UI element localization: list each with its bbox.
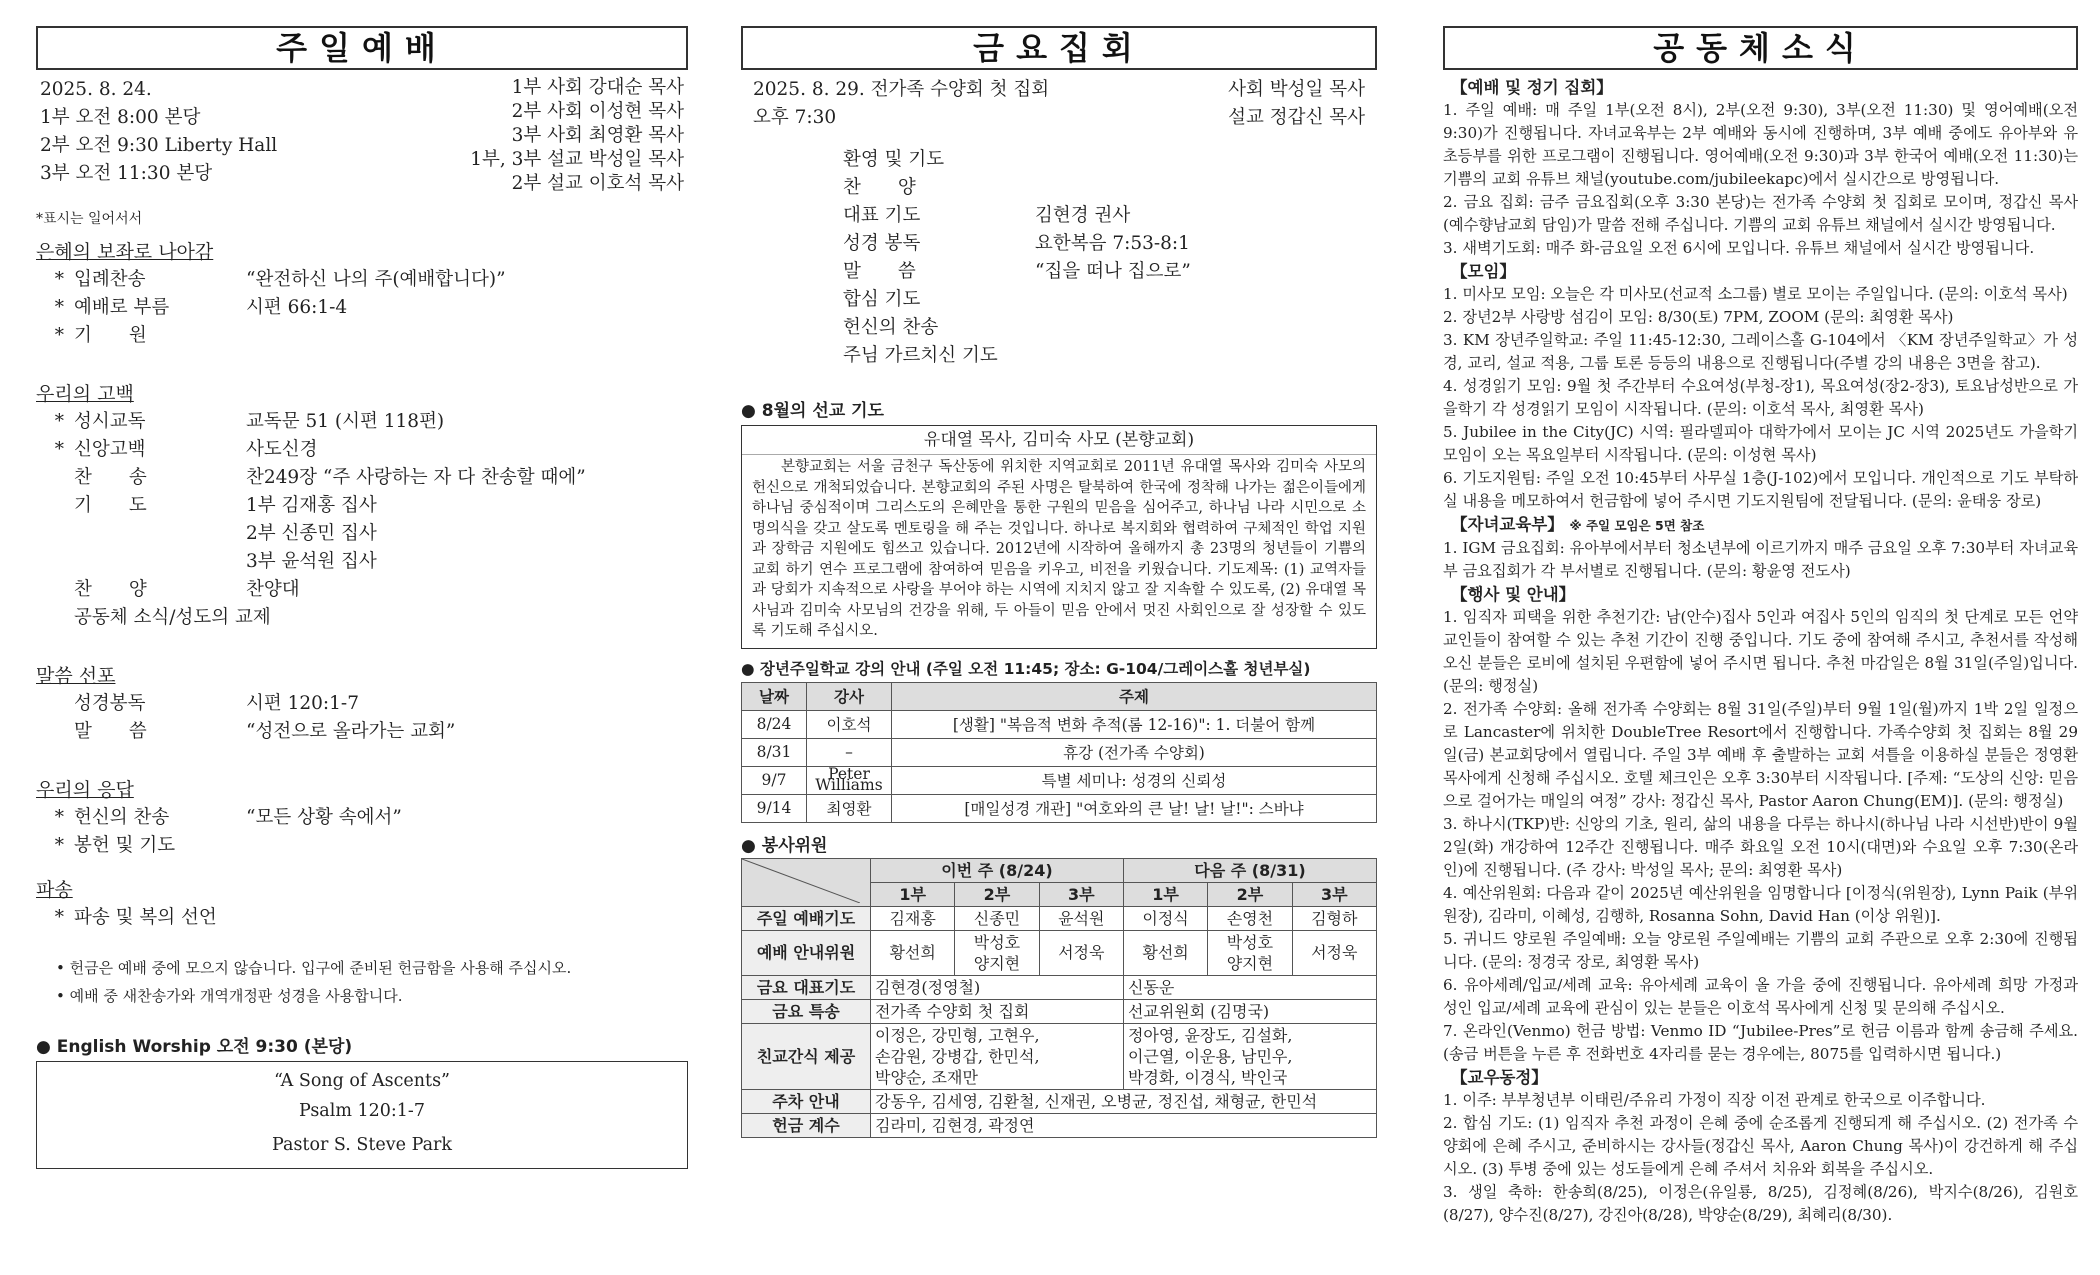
order-item: * 예배로 부름 시편 66:1-4: [54, 297, 348, 318]
mission-prayer-title: 유대열 목사, 김미숙 사모 (본향교회): [742, 428, 1376, 455]
standing-note: *표시는 일어서서: [36, 211, 143, 227]
english-worship-box: [36, 1061, 688, 1169]
table-row: 금요 대표기도 김현경(정영철) 신동운: [742, 975, 1377, 999]
english-scripture: Psalm 120:1-7: [299, 1101, 425, 1121]
order-item: * 성시교독 교독문 51 (시편 118편): [54, 411, 445, 432]
news-heading-meetings: 【모임】: [1451, 262, 1516, 281]
news-item: 2. 장년2부 사랑방 섬김이 모임: 8/30(토) 7PM, ZOOM (문의: 최영환 목사): [1443, 308, 1954, 326]
sunday-worship-column: [36, 26, 688, 1169]
note-item: • 헌금은 예배 중에 모으지 않습니다. 입구에 준비된 헌금함을 사용해 주십시오.: [56, 954, 688, 982]
news-item: 7. 온라인(Venmo) 헌금 방법: Venmo ID “Jubilee-Pres”로 헌금 이름과 함께 송금해 주세요. (송금 버튼을 누른 후 전화번호 4자리를 묻는 경우에는, 8075를 입력하시면 됩니다.): [1443, 1022, 2078, 1063]
order-item: * 헌신의 찬송 “모든 상황 속에서”: [54, 807, 402, 828]
table-row: 8/24 이호석 [생활] "복음적 변화 추적(롬 12-16)": 1. 더불어 함께: [742, 710, 1377, 738]
this-week-header: 이번 주 (8/24): [871, 858, 1124, 882]
table-row: 예배 안내위원 황선희 박성호 양지현 서정욱 황선희 박성호 양지현 서정욱: [742, 930, 1377, 975]
news-item: 4. 예산위원회: 다음과 같이 2025년 예산위원을 임명합니다 [이정식(위원장), Lynn Paik (부위원장), 김라미, 이혜성, 김행하, Rosanna Sohn, David Han (이상 위원)].: [1443, 884, 2078, 925]
mission-prayer-body: 본향교회는 서울 금천구 독산동에 위치한 지역교회로 2011년 유대열 목사와 김미숙 사모의 헌신으로 개척되었습니다. 본향교회의 주된 사명은 탈북하여 한국에 정착해 나가는 젊은이들에게 하나님 중심적이며 그리스도의 은혜만을 통한 구원의 믿음을 심어주고, 하나님 나라 시민으로 소명의식을 갖고 살도록 멘토링을 해 주는 것입니다. 하나로 복지회와 협력하여 구체적인 학업 지원과 장학금 지원에도 힘쓰고 있습니다. 2012년에 시작하여 올해까지 총 23명의 청년들이 기쁨의 교회 하기 연수 프로그램에 참여하여 믿음을 키우고, 비전을 키웠습니다. 기도제목: (1) 교역자들과 당회가 지속적으로 사랑을 부어야 하는 시역에 지치지 않고 잘 지속할 수 있도록, (2) 유대열 목사님과 김미숙 사모님의 건강을 위해, 두 아들이 믿음 안에서 멋진 사회인으로 잘 성장할 수 있도록 기도해 주십시오.: [752, 459, 1366, 639]
col-header-speaker: 강사: [807, 682, 892, 710]
service-leaders: [470, 76, 684, 196]
leader-line-1: 1부 사회 강대순 목사: [511, 77, 684, 98]
section-heading-response: 우리의 응답: [36, 779, 134, 801]
order-item: 합심 기도: [843, 289, 921, 310]
service-committee-heading: ● 봉사위원: [741, 831, 1377, 856]
news-item: 4. 성경읽기 모임: 9월 첫 주간부터 수요여성(부청-장1), 목요여성(장2-장3), 토요남성반으로 가을학기 각 성경읽기 모임이 시작됩니다. (문의: 이호석 목사, 최영환 목사): [1443, 377, 2078, 418]
notes-list: [36, 954, 688, 1010]
col-header-topic: 주제: [892, 682, 1377, 710]
order-item: * 봉헌 및 기도: [54, 835, 176, 856]
news-heading-members: 【교우동정】: [1451, 1068, 1548, 1087]
news-item: 3. KM 장년주일학교: 주일 11:45-12:30, 그레이스홀 G-104에서 〈KM 장년주일학교〉가 성경, 교리, 설교 적용, 그룹 토론 등등의 내용으로 진행됩니다(주별 강의 내용은 3면을 참고).: [1443, 331, 2078, 372]
next-week-header: 다음 주 (8/31): [1123, 858, 1376, 882]
adult-school-table: [741, 682, 1377, 823]
news-item: 3. 하나시(TKP)반: 신앙의 기초, 원리, 삶의 내용을 다루는 하나시(하나님 나라 시선반)반이 9월 2일(화) 개강하여 12주간 진행됩니다. 매주 화요일 오전 10시(대면)와 수요일 오후 7:30(온라인)에 진행됩니다. (주 강사: 박성일 목사; 문의: 최영환 목사): [1443, 815, 2078, 879]
order-item: * 기 원: [54, 325, 147, 346]
order-item: * 입례찬송 “완전하신 나의 주(예배합니다)”: [54, 269, 506, 290]
news-item: 6. 기도지원팀: 주일 오전 10:45부터 사무실 1층(J-102)에서 모입니다. 개인적으로 기도 부탁하실 내용을 메모하여서 헌금함에 넣어 주시면 기도지원팀에 전달됩니다. (문의: 윤태웅 장로): [1443, 469, 2078, 510]
service-times: [36, 76, 688, 196]
friday-time: 오후 7:30: [753, 107, 837, 128]
news-heading-events: 【행사 및 안내】: [1451, 585, 1576, 604]
table-row: 9/14 최영환 [매일성경 개관] "여호와의 큰 날! 날! 날!": 스바냐: [742, 794, 1377, 822]
service-times-left: [40, 76, 277, 196]
order-item: 찬 양 찬양대: [74, 579, 300, 600]
sunday-worship-title: 주일예배: [36, 26, 688, 70]
news-item: 2. 금요 집회: 금주 금요집회(오후 3:30 본당)는 전가족 수양회 첫 집회로 모이며, 정갑신 목사(예수향남교회 담임)가 말씀 전해 주십니다. 기쁨의 교회 유튜브 채널에서 실시간 방영됩니다.: [1443, 193, 2078, 234]
section-heading-sending: 파송: [36, 879, 73, 901]
order-item: 찬 송 찬249장 “주 사랑하는 자 다 찬송할 때에”: [74, 467, 586, 488]
news-heading-children: 【자녀교육부】 ※ 주일 모임은 5면 참조: [1451, 515, 1705, 534]
leader-line-3: 3부 사회 최영환 목사: [511, 125, 684, 146]
friday-gathering-column: [741, 26, 1377, 1138]
community-news-title: 공동체소식: [1443, 26, 2078, 70]
order-item: 대표 기도 김현경 권사: [843, 205, 1131, 226]
table-row: 주차 안내 강동우, 김세영, 김환철, 신재권, 오병균, 정진섭, 채형균, 한민석: [742, 1089, 1377, 1113]
note-item: • 예배 중 새찬송가와 개역개정판 성경을 사용합니다.: [56, 982, 688, 1010]
news-item: 3. 생일 축하: 한송희(8/25), 이정은(유일룡, 8/25), 김정혜(8/26), 박지수(8/26), 김원호(8/27), 양수진(8/27), 강진아(8/28), 박양순(8/29), 최혜리(8/30).: [1443, 1183, 2078, 1224]
friday-preacher: 설교 정갑신 목사: [1228, 107, 1365, 128]
english-preacher: Pastor S. Steve Park: [272, 1135, 452, 1155]
table-row: 헌금 계수 김라미, 김현경, 곽정연: [742, 1113, 1377, 1137]
order-item: 주님 가르치신 기도: [843, 345, 998, 366]
table-row: 8/31 – 휴강 (전가족 수양회): [742, 738, 1377, 766]
order-item: 환영 및 기도: [843, 149, 945, 170]
news-item: 1. 미사모 모임: 오늘은 각 미사모(선교적 소그룹) 별로 모이는 주일입니다. (문의: 이호석 목사): [1443, 285, 2068, 303]
mission-prayer-heading: ● 8월의 선교 기도: [741, 396, 1377, 421]
order-item: 기 도 1부 김재홍 집사: [74, 495, 377, 516]
section-heading-word: 말씀 선포: [36, 665, 116, 687]
corner-slash: [742, 859, 860, 903]
table-header-row: [742, 682, 1377, 710]
service-time-3: 3부 오전 11:30 본당: [40, 163, 213, 184]
news-body: [1443, 76, 2078, 1227]
leader-line-5: 2부 설교 이호석 목사: [511, 173, 684, 194]
news-item: 1. 임직자 피택을 위한 추천기간: 남(안수)집사 5인과 여집사 5인의 임직의 첫 단계로 모든 언약교인들이 참여할 수 있는 추천 기간이 진행 중입니다. 기도 중에 참여해 주시고, 추천서를 작성해 오신 분들은 로비에 설치된 우편함에 넣어 주시면 됩니다. 추천 마감일은 8월 31일(주일)입니다. (문의: 행정실): [1443, 608, 2078, 695]
news-item: 3. 새벽기도회: 매주 화-금요일 오전 6시에 모입니다. 유튜브 채널에서 실시간 방영됩니다.: [1443, 239, 2035, 257]
friday-host: 사회 박성일 목사: [1228, 79, 1365, 100]
mission-prayer-box: [741, 425, 1377, 649]
news-item: 1. 이주: 부부청년부 이태린/주유리 가정이 직장 이전 관계로 한국으로 이주합니다.: [1443, 1091, 1986, 1109]
news-heading-worship: 【예배 및 정기 집회】: [1451, 78, 1613, 97]
order-item: 성경봉독 시편 120:1-7: [74, 693, 359, 714]
col-header-date: 날짜: [742, 682, 807, 710]
friday-order: [741, 146, 1377, 370]
service-time-1: 1부 오전 8:00 본당: [40, 107, 201, 128]
news-item: 2. 전가족 수양회: 올해 전가족 수양회는 8월 31일(주일)부터 9월 1일(월)까지 1박 2일 일정으로 Lancaster에 위치한 DoubleTree Resort에서 진행합니다. 가족수양회 첫 집회는 8월 29일(금) 본교회당에서 열립니다. 주일 3부 예배 후 출발하는 교회 셔틀을 이용하실 분들은 정영환 목사에게 신청해 주십시오. 호텔 체크인은 오후 3:30부터 시작됩니다. [주제: “도상의 신앙: 믿음으로 걸어가는 매일의 여정” 강사: 정갑신 목사, Pastor Aaron Chung(EM)]. (문의: 행정실): [1443, 700, 2078, 810]
news-item: 5. Jubilee in the City(JC) 시역: 필라델피아 대학가에서 모이는 JC 시역 2025년도 가을학기 모임이 오는 목요일부터 시작됩니다. (문의: 이성현 목사): [1443, 423, 2078, 464]
friday-info: [741, 76, 1377, 132]
english-worship-heading: ● English Worship 오전 9:30 (본당): [36, 1032, 688, 1057]
table-corner: [742, 858, 871, 906]
section-heading-confession: 우리의 고백: [36, 383, 134, 405]
order-item: 말 씀 “성전으로 올라가는 교회”: [74, 721, 456, 742]
service-committee-table: 이번 주 (8/24) 다음 주 (8/31) 1부 2부 3부 1부 2부 3부 주일 예배기도 김재홍 신종민 윤석원 이정식 손영천 김형하 예배 안내위원 황선희 박성호 양지현 서정욱 황선희 박성호 양지현 서정욱 금요 대표기도 김현경(정영철) 신동운 금요 특송 전가족 수양회 첫 집회 선교위원회 (김명국) 친교간식 제공 이정은, 강민형, 고현우, 손감원, 강병갑, 한민석, 박양순, 조재만 정아영, 윤장도, 김설화, 이근열, 이운용, 남민우, 박경화, 이경식, 박인국 주차 안내 강동우, 김세영, 김환철, 신재권, 오병균, 정진섭, 채형균, 한민석 헌금 계수 김라미, 김현경, 곽정연: [741, 858, 1377, 1138]
leader-line-4: 1부, 3부 설교 박성일 목사: [470, 149, 684, 170]
order-item: 공동체 소식/성도의 교제: [74, 607, 271, 628]
news-item: 5. 귀니드 양로원 주일예배: 오늘 양로원 주일예배는 기쁨의 교회 주관으로 오후 2:30에 진행됩니다. (문의: 정경국 장로, 최영환 목사): [1443, 930, 2078, 971]
table-row: 친교간식 제공 이정은, 강민형, 고현우, 손감원, 강병갑, 한민석, 박양순, 조재만 정아영, 윤장도, 김설화, 이근열, 이운용, 남민우, 박경화, 이경식, 박인국: [742, 1023, 1377, 1089]
order-item: 3부 윤석원 집사: [246, 551, 377, 572]
news-item: 6. 유아세례/입교/세례 교육: 유아세례 교육이 올 가을 중에 진행됩니다. 유아세례 희망 가정과 성인 입교/세례 교육에 관심이 있는 분들은 이호석 목사에게 신청 및 문의해 주십시오.: [1443, 976, 2078, 1017]
news-item: 2. 합심 기도: (1) 임직자 추천 과정이 은혜 중에 순조롭게 진행되게 해 주십시오. (2) 전가족 수양회에 은혜 주시고, 준비하시는 강사들(정갑신 목사, Aaron Chung 목사)이 강건하게 해 주십시오. (3) 투병 중에 있는 성도들에게 은혜 주셔서 치유와 회복을 주십시오.: [1443, 1114, 2078, 1178]
order-item: * 파송 및 복의 선언: [54, 907, 217, 928]
order-item: 찬 양: [843, 177, 916, 198]
service-date: 2025. 8. 24.: [40, 79, 152, 100]
order-item: 2부 신종민 집사: [246, 523, 377, 544]
community-news-column: [1443, 26, 2078, 1227]
friday-gathering-title: 금요집회: [741, 26, 1377, 70]
order-item: 성경 봉독 요한복음 7:53-8:1: [843, 233, 1190, 254]
order-item: 말 씀 “집을 떠나 집으로”: [843, 261, 1191, 282]
adult-school-heading: ● 장년주일학교 강의 안내 (주일 오전 11:45; 장소: G-104/그레이스홀 청년부실): [741, 657, 1377, 679]
news-item: 1. IGM 금요집회: 유아부에서부터 청소년부에 이르기까지 매주 금요일 오후 7:30부터 자녀교육부 금요집회가 각 부서별로 진행됩니다. (문의: 황윤영 전도사): [1443, 539, 2078, 580]
leader-line-2: 2부 사회 이성현 목사: [511, 101, 684, 122]
table-row: 9/7 Peter Williams 특별 세미나: 성경의 신뢰성: [742, 766, 1377, 794]
order-item: 헌신의 찬송: [843, 317, 939, 338]
order-item: * 신앙고백 사도신경: [54, 439, 318, 460]
friday-date: 2025. 8. 29. 전가족 수양회 첫 집회: [753, 79, 1050, 100]
table-row: 금요 특송 전가족 수양회 첫 집회 선교위원회 (김명국): [742, 999, 1377, 1023]
section-heading-approach: 은혜의 보좌로 나아감: [36, 241, 214, 263]
service-time-2: 2부 오전 9:30 Liberty Hall: [40, 135, 278, 156]
table-row: 주일 예배기도 김재홍 신종민 윤석원 이정식 손영천 김형하: [742, 906, 1377, 930]
news-item: 1. 주일 예배: 매 주일 1부(오전 8시), 2부(오전 9:30), 3부(오전 11:30) 및 영어예배(오전 9:30)가 진행됩니다. 자녀교육부는 2부 예배와 동시에 진행하며, 3부 예배 중에도 유아부와 유초등부를 위한 프로그램이 진행됩니다. 영어예배(오전 9:30)과 3부 한국어 예배(오전 11:30)는 기쁨의 교회 유튜브 채널(youtube.com/jubileekapc)에서 실시간으로 방영됩니다.: [1443, 101, 2078, 188]
english-sermon-title: “A Song of Ascents”: [273, 1071, 451, 1091]
children-note: ※ 주일 모임은 5면 참조: [1569, 518, 1705, 533]
